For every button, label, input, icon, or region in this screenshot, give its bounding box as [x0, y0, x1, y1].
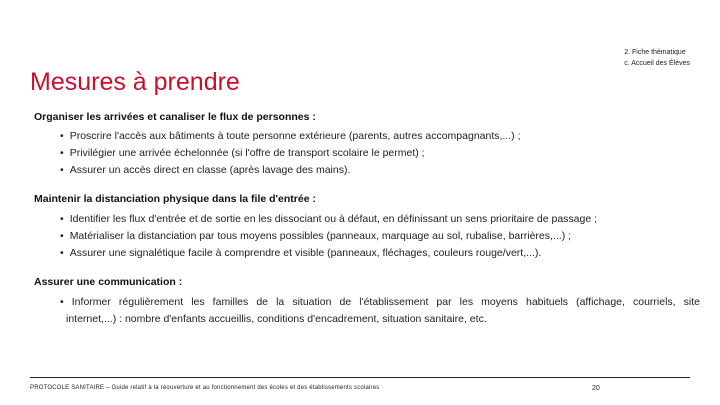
arrivals-list [60, 128, 521, 179]
list-item: • Assurer une signalétique facile à comprendre et visible (panneaux, fléchages, couleurs rouge/vert,...). [60, 245, 597, 262]
communication-line1: Informer régulièrement les familles de la situation de l'établissement par les moyens habituels (affichage, courriels, site [71, 296, 701, 308]
document-reference-line2: c. Accueil des Élèves [624, 60, 690, 67]
list-item: • Proscrire l'accès aux bâtiments à toute personne extérieure (parents, autres accompagnants,...) ; [60, 128, 521, 145]
section-heading-distancing: Maintenir la distanciation physique dans la file d'entrée : [34, 193, 316, 205]
page-title: Mesures à prendre [30, 68, 240, 96]
communication-paragraph [60, 294, 700, 328]
section-heading-arrivals: Organiser les arrivées et canaliser le flux de personnes : [34, 111, 316, 123]
page-number: 20 [592, 385, 600, 392]
bullet-glyph: • [60, 296, 64, 308]
document-reference-line1: 2. Fiche thématique [624, 49, 686, 56]
list-item: • Privilégier une arrivée échelonnée (si l'offre de transport scolaire le permet) ; [60, 145, 521, 162]
communication-line2: internet,...) : nombre d'enfants accueillis, conditions d'encadrement, situation sanitaire, etc. [66, 313, 487, 325]
section-heading-communication: Assurer une communication : [34, 276, 183, 288]
list-item: • Assurer un accès direct en classe (après lavage des mains). [60, 162, 521, 179]
list-item: • Identifier les flux d'entrée et de sortie en les dissociant ou à défaut, en définissant un sens prioritaire de passage ; [60, 211, 597, 228]
distancing-list [60, 211, 597, 262]
list-item: • Matérialiser la distanciation par tous moyens possibles (panneaux, marquage au sol, rubalise, barrières,...) ; [60, 228, 597, 245]
document-reference [624, 47, 690, 69]
footer-text: PROTOCOLE SANITAIRE – Guide relatif à la réouverture et au fonctionnement des écoles et des établissements scolaires [30, 385, 380, 391]
footer-divider [30, 377, 690, 378]
